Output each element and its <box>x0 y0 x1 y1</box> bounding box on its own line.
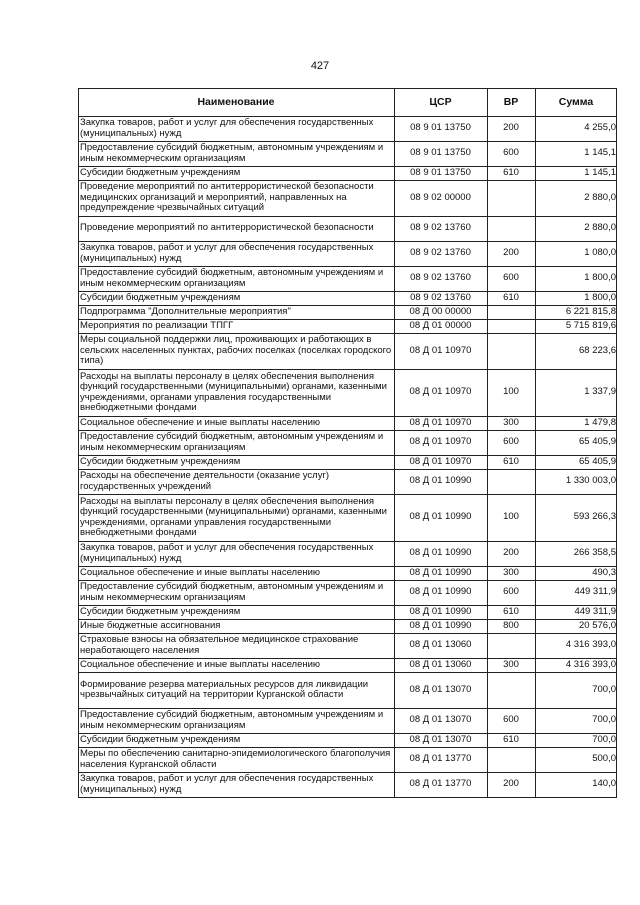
row-csr: 08 9 02 13760 <box>410 247 471 259</box>
row-vr: 610 <box>503 166 519 178</box>
row-name: Предоставление субсидий бюджетным, автономным учреждениям и иным некоммерческим организациям <box>80 267 384 289</box>
row-vr: 600 <box>503 586 519 598</box>
row-vr: 600 <box>503 147 519 159</box>
row-divider <box>78 416 617 417</box>
row-csr: 08 Д 01 13060 <box>409 639 472 651</box>
table-row <box>78 266 617 291</box>
table-row <box>78 319 617 333</box>
row-sum: 1 800,0 <box>584 291 616 303</box>
row-sum: 65 405,9 <box>579 455 616 467</box>
table-row <box>78 541 617 566</box>
row-divider <box>78 733 617 734</box>
row-sum: 500,0 <box>592 753 616 765</box>
row-vr: 610 <box>503 605 519 617</box>
row-name: Социальное обеспечение и иные выплаты населению <box>80 566 321 578</box>
header-name: Наименование <box>197 96 275 108</box>
table-row <box>78 416 617 430</box>
row-csr: 08 Д 01 13770 <box>409 753 472 765</box>
row-csr: 08 Д 01 00000 <box>409 319 472 331</box>
row-vr: 600 <box>503 714 519 726</box>
table-row <box>78 216 617 241</box>
row-sum: 140,0 <box>592 778 616 790</box>
row-sum: 700,0 <box>592 683 616 695</box>
row-sum: 2 880,0 <box>584 191 616 203</box>
column-divider <box>616 88 617 797</box>
table-row <box>78 672 617 708</box>
row-name: Социальное обеспечение и иные выплаты населению <box>80 658 321 670</box>
row-vr: 200 <box>503 247 519 259</box>
row-csr: 08 9 01 13750 <box>410 147 471 159</box>
row-divider <box>78 166 617 167</box>
row-vr <box>487 672 535 708</box>
row-vr: 300 <box>503 566 519 578</box>
row-name: Проведение мероприятий по антитеррористической безопасности <box>80 222 374 234</box>
row-csr: 08 Д 01 10970 <box>409 386 472 398</box>
table-row <box>78 430 617 455</box>
row-vr <box>487 216 535 241</box>
row-name: Субсидии бюджетным учреждениям <box>80 455 241 467</box>
row-name: Расходы на обеспечение деятельности (оказание услуг) государственных учреждений <box>80 470 330 492</box>
row-divider <box>78 541 617 542</box>
row-name: Субсидии бюджетным учреждениям <box>80 291 241 303</box>
row-sum: 4 316 393,0 <box>565 658 616 670</box>
table-row <box>78 166 617 180</box>
row-divider <box>78 88 617 89</box>
row-vr: 800 <box>503 619 519 631</box>
row-vr: 200 <box>503 547 519 559</box>
row-name: Закупка товаров, работ и услуг для обеспечения государственных (муниципальных) нужд <box>80 117 374 139</box>
table-row <box>78 241 617 266</box>
table-row <box>78 566 617 580</box>
row-sum: 266 358,5 <box>573 547 616 559</box>
row-csr: 08 9 02 13760 <box>410 272 471 284</box>
row-divider <box>78 455 617 456</box>
row-name: Предоставление субсидий бюджетным, автономным учреждениям и иным некоммерческим организациям <box>80 142 384 164</box>
row-csr: 08 Д 01 10970 <box>409 416 472 428</box>
row-name: Субсидии бюджетным учреждениям <box>80 733 241 745</box>
table-row <box>78 180 617 216</box>
row-divider <box>78 180 617 181</box>
row-divider <box>78 772 617 773</box>
row-vr: 610 <box>503 455 519 467</box>
row-csr: 08 Д 01 10990 <box>409 605 472 617</box>
row-csr: 08 Д 01 13770 <box>409 778 472 790</box>
row-csr: 08 9 02 13760 <box>410 222 471 234</box>
row-vr <box>487 305 535 319</box>
row-csr: 08 Д 01 13060 <box>409 658 472 670</box>
row-name: Предоставление субсидий бюджетным, автономным учреждениям и иным некоммерческим организациям <box>80 581 384 603</box>
row-name: Меры по обеспечению санитарно-эпидемиологического благополучия населения Курганской области <box>80 748 391 770</box>
row-vr <box>487 469 535 494</box>
row-name: Предоставление субсидий бюджетным, автономным учреждениям и иным некоммерческим организациям <box>80 709 384 731</box>
column-divider <box>78 88 79 797</box>
row-name: Закупка товаров, работ и услуг для обеспечения государственных (муниципальных) нужд <box>80 542 374 564</box>
row-sum: 20 576,0 <box>579 619 616 631</box>
row-csr: 08 Д 01 10990 <box>409 619 472 631</box>
column-divider <box>535 88 536 797</box>
row-divider <box>78 708 617 709</box>
row-csr: 08 Д 00 00000 <box>409 305 472 317</box>
row-vr: 600 <box>503 436 519 448</box>
table-row <box>78 658 617 672</box>
row-name: Субсидии бюджетным учреждениям <box>80 166 241 178</box>
row-vr: 300 <box>503 658 519 670</box>
budget-table <box>78 88 617 797</box>
row-sum: 1 145,1 <box>584 166 616 178</box>
table-row <box>78 291 617 305</box>
row-name: Подпрограмма "Дополнительные мероприятия" <box>80 305 291 317</box>
row-sum: 593 266,3 <box>573 511 616 523</box>
row-vr: 100 <box>503 511 519 523</box>
row-name: Мероприятия по реализации ТПГГ <box>80 319 234 331</box>
row-name: Меры социальной поддержки лиц, проживающих и работающих в сельских населенных пунктах, рабочих поселках (поселках городского типа) <box>80 334 392 367</box>
row-name: Иные бюджетные ассигнования <box>80 619 221 631</box>
row-csr: 08 9 01 13750 <box>410 166 471 178</box>
row-divider <box>78 319 617 320</box>
row-divider <box>78 658 617 659</box>
row-name: Формирование резерва материальных ресурсов для ликвидации чрезвычайных ситуаций на территории Курганской области <box>80 678 369 700</box>
row-sum: 4 316 393,0 <box>565 639 616 651</box>
row-vr <box>487 180 535 216</box>
table-row <box>78 469 617 494</box>
row-divider <box>78 580 617 581</box>
row-sum: 449 311,9 <box>574 586 616 598</box>
row-divider <box>78 369 617 370</box>
row-divider <box>78 430 617 431</box>
row-csr: 08 Д 01 10990 <box>409 511 472 523</box>
table-row <box>78 333 617 369</box>
row-divider <box>78 797 617 798</box>
row-vr <box>487 633 535 658</box>
row-sum: 4 255,0 <box>584 122 616 134</box>
row-divider <box>78 333 617 334</box>
row-vr: 610 <box>503 291 519 303</box>
row-vr <box>487 747 535 772</box>
row-vr <box>487 333 535 369</box>
header-vr: ВР <box>503 96 519 108</box>
row-divider <box>78 291 617 292</box>
row-divider <box>78 633 617 634</box>
row-divider <box>78 305 617 306</box>
table-row <box>78 141 617 166</box>
row-name: Закупка товаров, работ и услуг для обеспечения государственных (муниципальных) нужд <box>80 773 374 795</box>
table-row <box>78 772 617 797</box>
row-divider <box>78 241 617 242</box>
row-csr: 08 Д 01 13070 <box>409 683 472 695</box>
row-sum: 1 330 003,0 <box>565 475 616 487</box>
row-name: Предоставление субсидий бюджетным, автономным учреждениям и иным некоммерческим организациям <box>80 431 384 453</box>
row-csr: 08 Д 01 10990 <box>409 547 472 559</box>
row-sum: 1 800,0 <box>584 272 616 284</box>
row-sum: 449 311,9 <box>574 605 616 617</box>
row-vr: 100 <box>503 386 519 398</box>
row-sum: 6 221 815,8 <box>565 305 616 317</box>
row-vr <box>487 319 535 333</box>
row-sum: 1 080,0 <box>584 247 616 259</box>
row-sum: 65 405,9 <box>579 436 616 448</box>
row-csr: 08 9 01 13750 <box>410 122 471 134</box>
row-divider <box>78 266 617 267</box>
header-sum: Сумма <box>558 96 594 108</box>
table-row <box>78 116 617 141</box>
table-row <box>78 605 617 619</box>
row-divider <box>78 605 617 606</box>
row-name: Страховые взносы на обязательное медицинское страхование неработающего населения <box>80 634 359 656</box>
row-csr: 08 Д 01 10970 <box>409 455 472 467</box>
column-divider <box>487 88 488 797</box>
row-sum: 1 479,8 <box>584 416 616 428</box>
row-vr: 600 <box>503 272 519 284</box>
row-divider <box>78 494 617 495</box>
table-row <box>78 619 617 633</box>
row-name: Субсидии бюджетным учреждениям <box>80 605 241 617</box>
row-name: Социальное обеспечение и иные выплаты населению <box>80 416 321 428</box>
row-sum: 490,3 <box>592 566 616 578</box>
row-sum: 700,0 <box>592 714 616 726</box>
row-name: Расходы на выплаты персоналу в целях обеспечения выполнения функций государственными (муниципальными) органами, казенными учреждениями, органами управления государственными внебюджетными фондами <box>80 370 387 413</box>
row-csr: 08 9 02 00000 <box>410 191 471 203</box>
row-divider <box>78 469 617 470</box>
table-row <box>78 747 617 772</box>
row-csr: 08 9 02 13760 <box>410 291 471 303</box>
row-vr: 200 <box>503 122 519 134</box>
row-divider <box>78 116 617 117</box>
row-divider <box>78 619 617 620</box>
row-divider <box>78 672 617 673</box>
row-divider <box>78 216 617 217</box>
page-number: 427 <box>310 60 330 72</box>
row-sum: 2 880,0 <box>584 222 616 234</box>
row-divider <box>78 141 617 142</box>
row-name: Закупка товаров, работ и услуг для обеспечения государственных (муниципальных) нужд <box>80 242 374 264</box>
table-row <box>78 305 617 319</box>
row-sum: 700,0 <box>592 733 616 745</box>
row-sum: 68 223,6 <box>579 344 616 356</box>
row-csr: 08 Д 01 10990 <box>409 586 472 598</box>
row-sum: 1 145,1 <box>584 147 616 159</box>
table-row <box>78 708 617 733</box>
row-csr: 08 Д 01 10990 <box>409 475 472 487</box>
row-name: Проведение мероприятий по антитеррористической безопасности медицинских организаций и мероприятий, направленных на предупреждение чрезвычайных ситуаций <box>80 181 374 214</box>
row-csr: 08 Д 01 10970 <box>409 344 472 356</box>
table-row <box>78 494 617 541</box>
table-row <box>78 733 617 747</box>
column-divider <box>394 88 395 797</box>
row-divider <box>78 747 617 748</box>
table-row <box>78 455 617 469</box>
row-csr: 08 Д 01 10990 <box>409 566 472 578</box>
table-row <box>78 633 617 658</box>
row-vr: 610 <box>503 733 519 745</box>
row-vr: 200 <box>503 778 519 790</box>
row-sum: 5 715 819,6 <box>565 319 616 331</box>
row-csr: 08 Д 01 13070 <box>409 714 472 726</box>
row-sum: 1 337,9 <box>584 386 616 398</box>
row-csr: 08 Д 01 13070 <box>409 733 472 745</box>
table-row <box>78 369 617 416</box>
row-csr: 08 Д 01 10970 <box>409 436 472 448</box>
row-vr: 300 <box>503 416 519 428</box>
table-row <box>78 580 617 605</box>
header-csr: ЦСР <box>429 96 452 108</box>
row-divider <box>78 566 617 567</box>
row-name: Расходы на выплаты персоналу в целях обеспечения выполнения функций государственными (муниципальными) органами, казенными учреждениями, органами управления государственными внебюджетными фондами <box>80 495 387 538</box>
